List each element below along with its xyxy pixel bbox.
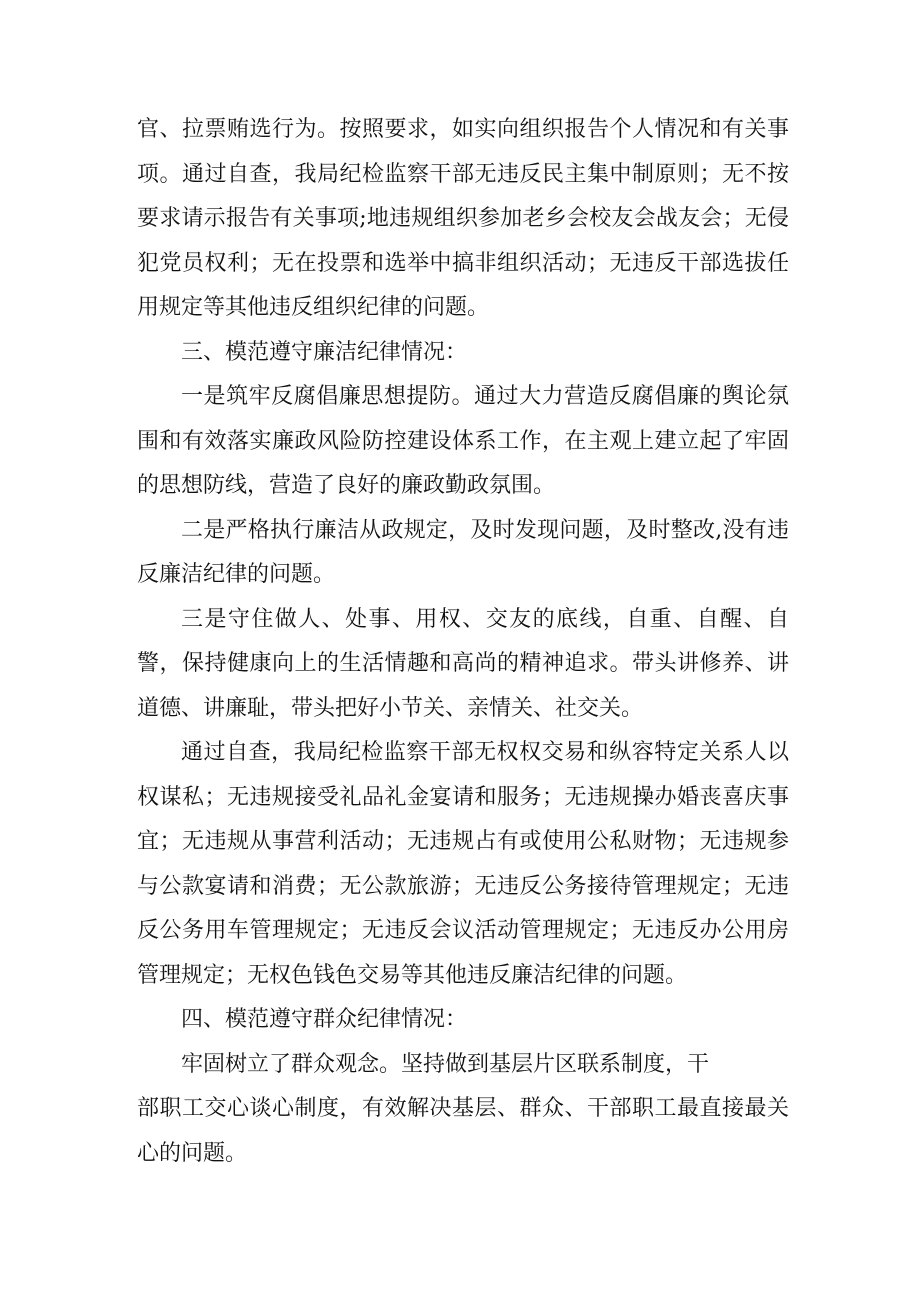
paragraph-self-inspection-results: 通过自查，我局纪检监察干部无权权交易和纵容特定关系人以权谋私；无违规接受礼品礼金宴请和服务；无违规操办婚丧喜庆事宜；无违规从事营利活动；无违规占有或使用公私财物；无违规参与公款宴请和消费；无公款旅游；无违反公务接待管理规定；无违反公务用车管理规定；无违反会议活动管理规定；无违反办公用房管理规定；无权色钱色交易等其他违反廉洁纪律的问题。 (137, 740, 789, 988)
paragraph-mass-viewpoint-line-1: 牢固树立了群众观念。坚持做到基层片区联系制度，干 (181, 1051, 710, 1077)
section-heading-mass-discipline: 四、模范遵守群众纪律情况： (181, 1007, 468, 1032)
document-body (137, 108, 789, 1176)
paragraph-integrity-rules: 二是严格执行廉洁从政规定，及时发现问题，及时整改,没有违反廉洁纪律的问题。 (137, 517, 789, 587)
paragraph-bottom-line: 三是守住做人、处事、用权、交友的底线，自重、自醒、自警，保持健康向上的生活情趣和高尚的精神追求。带头讲修养、讲道德、讲廉耻，带头把好小节关、亲情关、社交关。 (137, 606, 789, 721)
paragraph-mass-viewpoint-line-2: 部职工交心谈心制度，有效解决基层、群众、干部职工最直接最关心的问题。 (137, 1096, 789, 1166)
paragraph-organization-discipline: 官、拉票贿选行为。按照要求，如实向组织报告个人情况和有关事项。通过自查，我局纪检监察干部无违反民主集中制原则；无不按要求请示报告有关事项;地违规组织参加老乡会校友会战友会；无侵犯党员权利；无在投票和选举中搞非组织活动；无违反干部选拔任用规定等其他违反组织纪律的问题。 (137, 117, 789, 320)
section-heading-integrity-discipline: 三、模范遵守廉洁纪律情况： (181, 339, 468, 365)
paragraph-anti-corruption-defense: 一是筑牢反腐倡廉思想提防。通过大力营造反腐倡廉的舆论氛围和有效落实廉政风险防控建设体系工作，在主观上建立起了牢固的思想防线，营造了良好的廉政勤政氛围。 (137, 384, 789, 498)
